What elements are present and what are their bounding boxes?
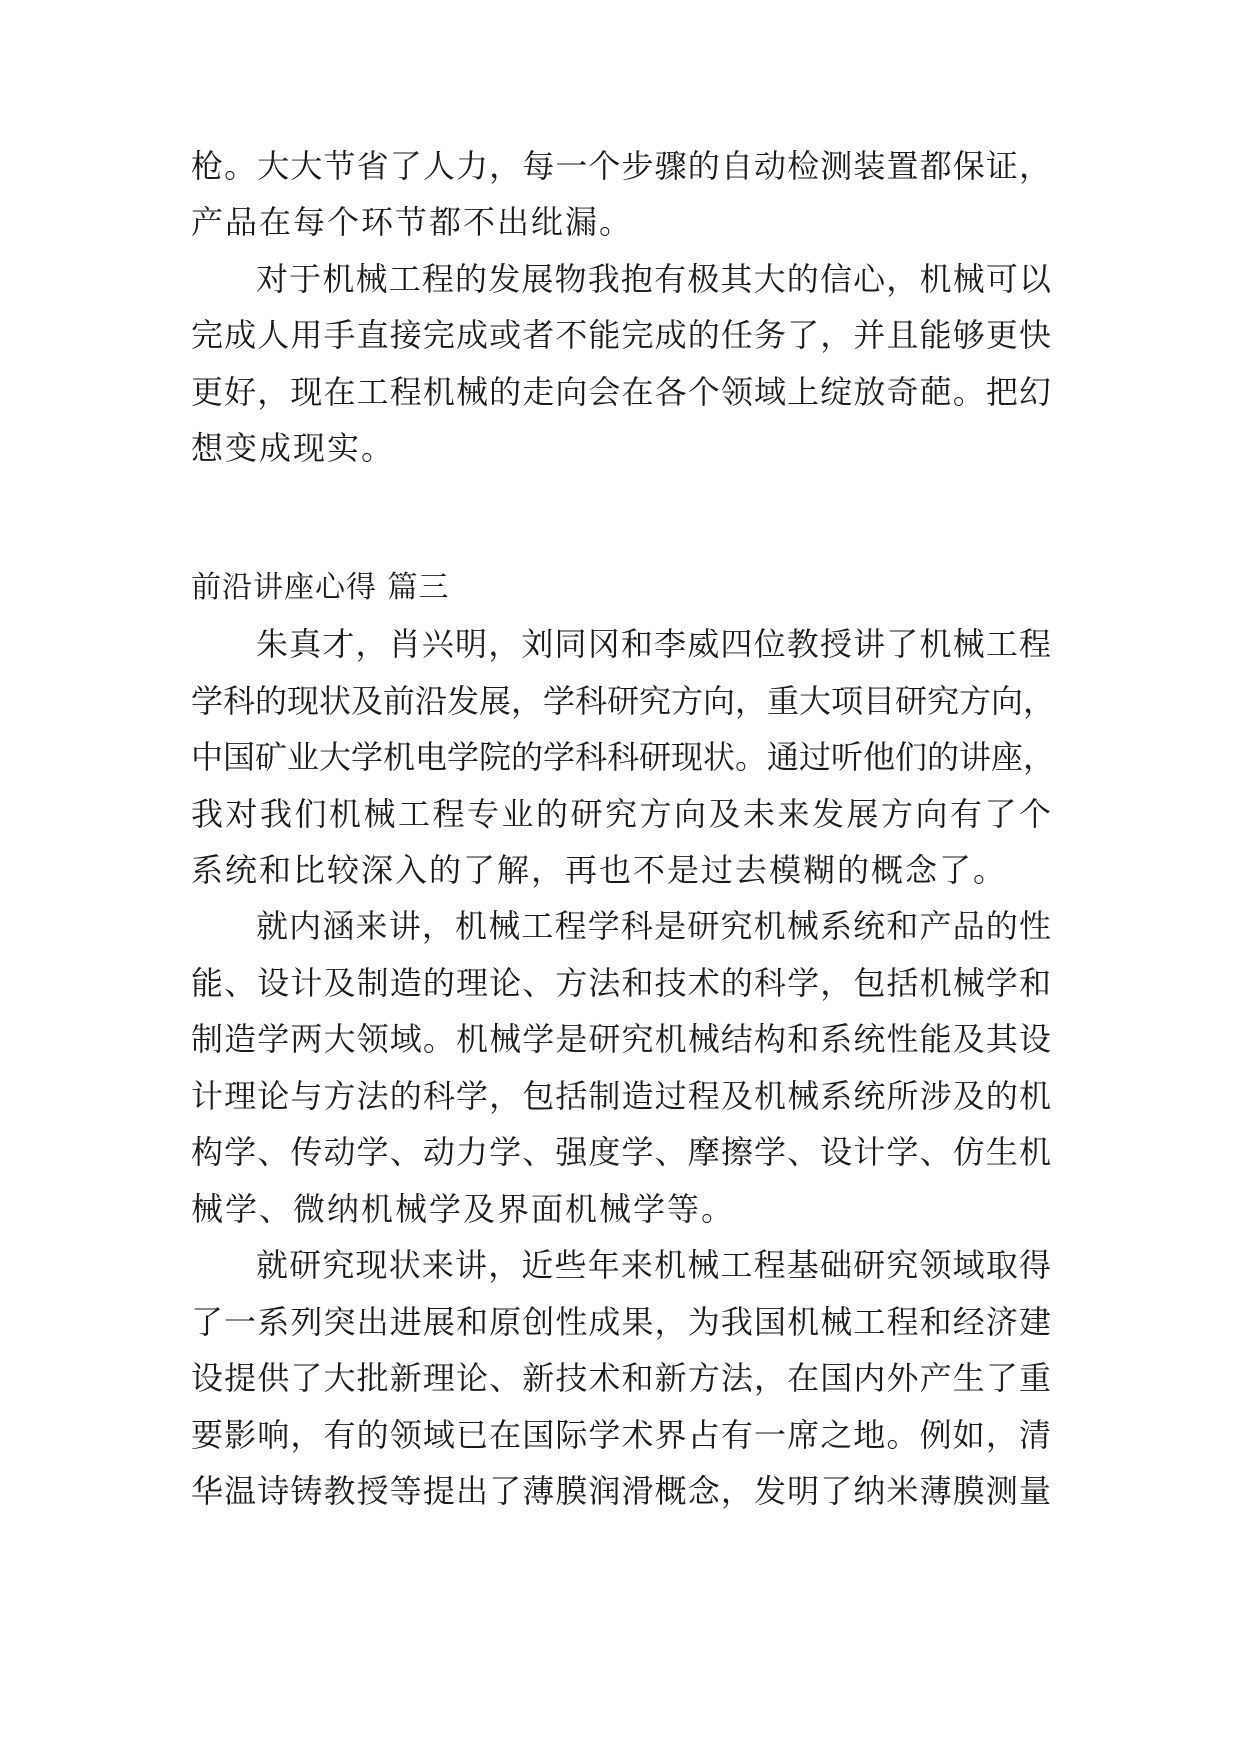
paragraph-4-line-3: 制造学两大领域。机械学是研究机械结构和系统性能及其设 bbox=[191, 1020, 1051, 1058]
paragraph-3-line-3: 中国矿业大学机电学院的学科科研现状。通过听他们的讲座， bbox=[191, 738, 1056, 776]
paragraph-1-line-2: 产品在每个环节都不出纰漏。 bbox=[191, 203, 634, 241]
paragraph-2-line-4: 想变成现实。 bbox=[191, 429, 396, 467]
paragraph-3-line-2: 学科的现状及前沿发展，学科研究方向，重大项目研究方向， bbox=[191, 682, 1056, 720]
paragraph-4-line-6: 械学、微纳机械学及界面机械学等。 bbox=[191, 1190, 736, 1228]
paragraph-3-line-1: 朱真才，肖兴明，刘同冈和李威四位教授讲了机械工程 bbox=[256, 625, 1051, 663]
paragraph-4-line-2: 能、设计及制造的理论、方法和技术的科学，包括机械学和 bbox=[191, 964, 1051, 1002]
paragraph-4-line-1: 就内涵来讲，机械工程学科是研究机械系统和产品的性 bbox=[256, 907, 1051, 945]
paragraph-5-line-1: 就研究现状来讲，近些年来机械工程基础研究领域取得 bbox=[256, 1246, 1051, 1284]
paragraph-5-line-3: 设提供了大批新理论、新技术和新方法，在国内外产生了重 bbox=[191, 1359, 1051, 1397]
paragraph-5-line-2: 了一系列突出进展和原创性成果，为我国机械工程和经济建 bbox=[191, 1303, 1051, 1341]
paragraph-4-line-4: 计理论与方法的科学，包括制造过程及机械系统所涉及的机 bbox=[191, 1077, 1051, 1115]
paragraph-2-line-3: 更好，现在工程机械的走向会在各个领域上绽放奇葩。把幻 bbox=[191, 373, 1051, 411]
paragraph-3-line-4: 我对我们机械工程专业的研究方向及未来发展方向有了个 bbox=[191, 795, 1051, 833]
paragraph-1-line-1: 枪。大大节省了人力，每一个步骤的自动检测装置都保证， bbox=[191, 147, 1051, 185]
paragraph-2-line-2: 完成人用手直接完成或者不能完成的任务了，并且能够更快 bbox=[191, 316, 1051, 354]
paragraph-4-line-5: 构学、传动学、动力学、强度学、摩擦学、设计学、仿生机 bbox=[191, 1133, 1051, 1171]
paragraph-5-line-5: 华温诗铸教授等提出了薄膜润滑概念，发明了纳米薄膜测量 bbox=[191, 1472, 1051, 1510]
paragraph-2-line-1: 对于机械工程的发展物我抱有极其大的信心，机械可以 bbox=[256, 260, 1051, 298]
paragraph-5-line-4: 要影响，有的领域已在国际学术界占有一席之地。例如，清 bbox=[191, 1416, 1051, 1454]
paragraph-3-line-5: 系统和比较深入的了解，再也不是过去模糊的概念了。 bbox=[191, 851, 1008, 889]
section-heading: 前沿讲座心得 篇三 bbox=[191, 570, 450, 605]
